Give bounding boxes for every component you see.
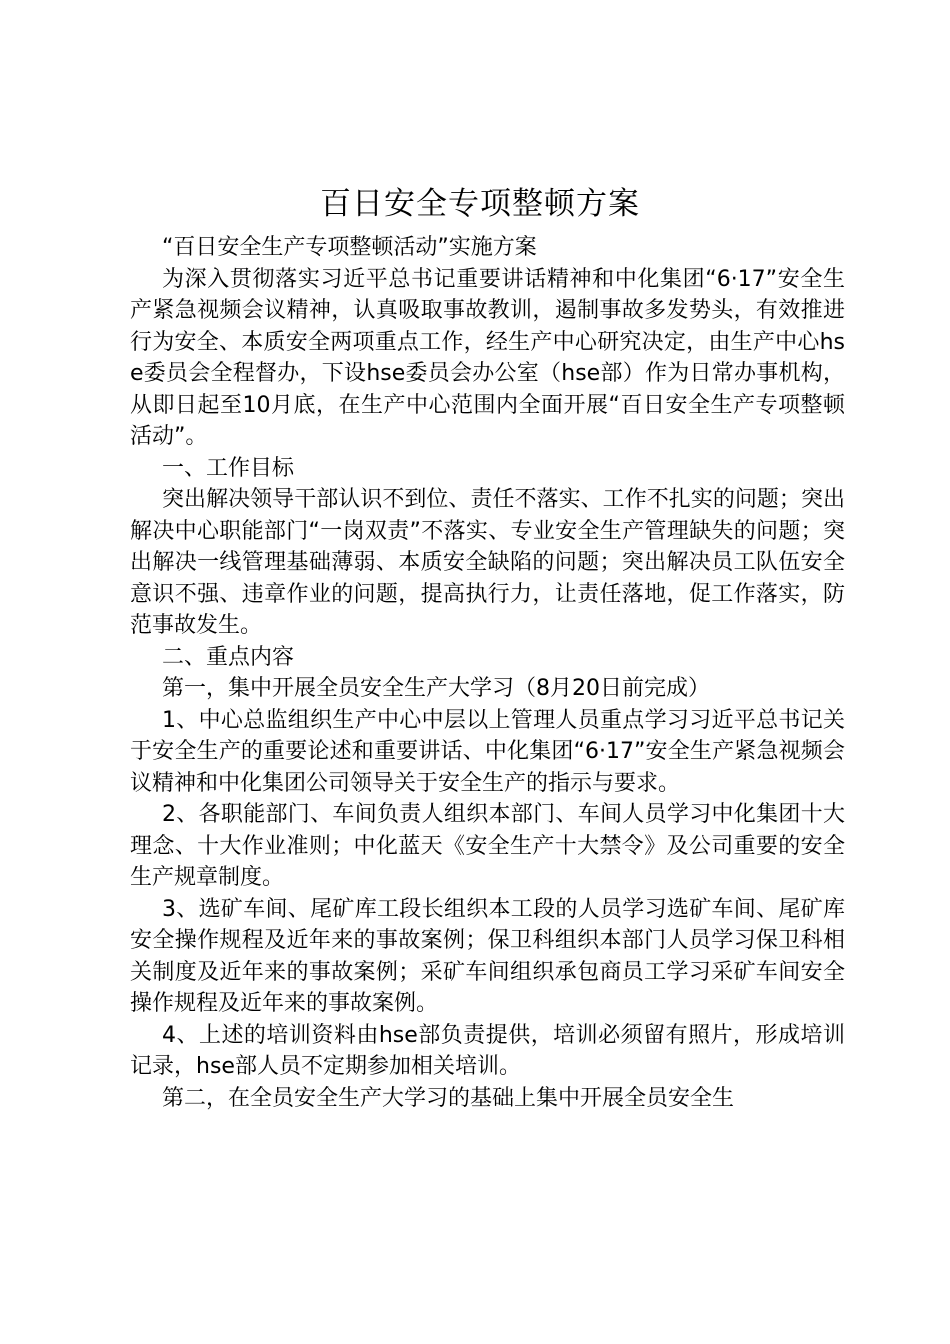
list-item-4: 4、上述的培训资料由hse部负责提供，培训必须留有照片，形成培训记录，hse部人员不定期参加相关培训。 (130, 1022, 845, 1079)
section-heading-key-content: 二、重点内容 (162, 644, 295, 670)
document-body (130, 232, 845, 1114)
subtitle-paragraph: “百日安全生产专项整顿活动”实施方案 (162, 235, 537, 260)
list-item-3: 3、选矿车间、尾矿库工段长组织本工段的人员学习选矿车间、尾矿库安全操作规程及近年来的事故案例；保卫科组织本部门人员学习保卫科相关制度及近年来的事故案例；采矿车间组织承包商员工学习采矿车间安全操作规程及近年来的事故案例。 (130, 896, 845, 1016)
goals-paragraph: 突出解决领导干部认识不到位、责任不落实、工作不扎实的问题；突出解决中心职能部门“一岗双责”不落实、专业安全生产管理缺失的问题；突出解决一线管理基础薄弱、本质安全缺陷的问题；突出解决员工队伍安全意识不强、违章作业的问题，提高执行力，让责任落地，促工作落实，防范事故发生。 (130, 487, 845, 638)
section-heading-goals: 一、工作目标 (162, 455, 295, 481)
document-title: 百日安全专项整顿方案 (320, 186, 640, 222)
list-item-2: 2、各职能部门、车间负责人组织本部门、车间人员学习中化集团十大理念、十大作业准则；中化蓝天《安全生产十大禁令》及公司重要的安全生产规章制度。 (130, 802, 845, 890)
intro-paragraph: 为深入贯彻落实习近平总书记重要讲话精神和中化集团“6·17”安全生产紧急视频会议精神，认真吸取事故教训，遏制事故多发势头，有效推进行为安全、本质安全两项重点工作，经生产中心研究决定，由生产中心hse委员会全程督办，下设hse委员会办公室（hse部）作为日常办事机构，从即日起至10月底，在生产中心范围内全面开展“百日安全生产专项整顿活动”。 (130, 266, 845, 449)
subsection-heading-first: 第一，集中开展全员安全生产大学习（8月20日前完成） (162, 676, 710, 701)
list-item-1: 1、中心总监组织生产中心中层以上管理人员重点学习习近平总书记关于安全生产的重要论述和重要讲话、中化集团“6·17”安全生产紧急视频会议精神和中化集团公司领导关于安全生产的指示与要求。 (130, 707, 845, 796)
subsection-heading-second: 第二，在全员安全生产大学习的基础上集中开展全员安全生 (162, 1085, 735, 1111)
